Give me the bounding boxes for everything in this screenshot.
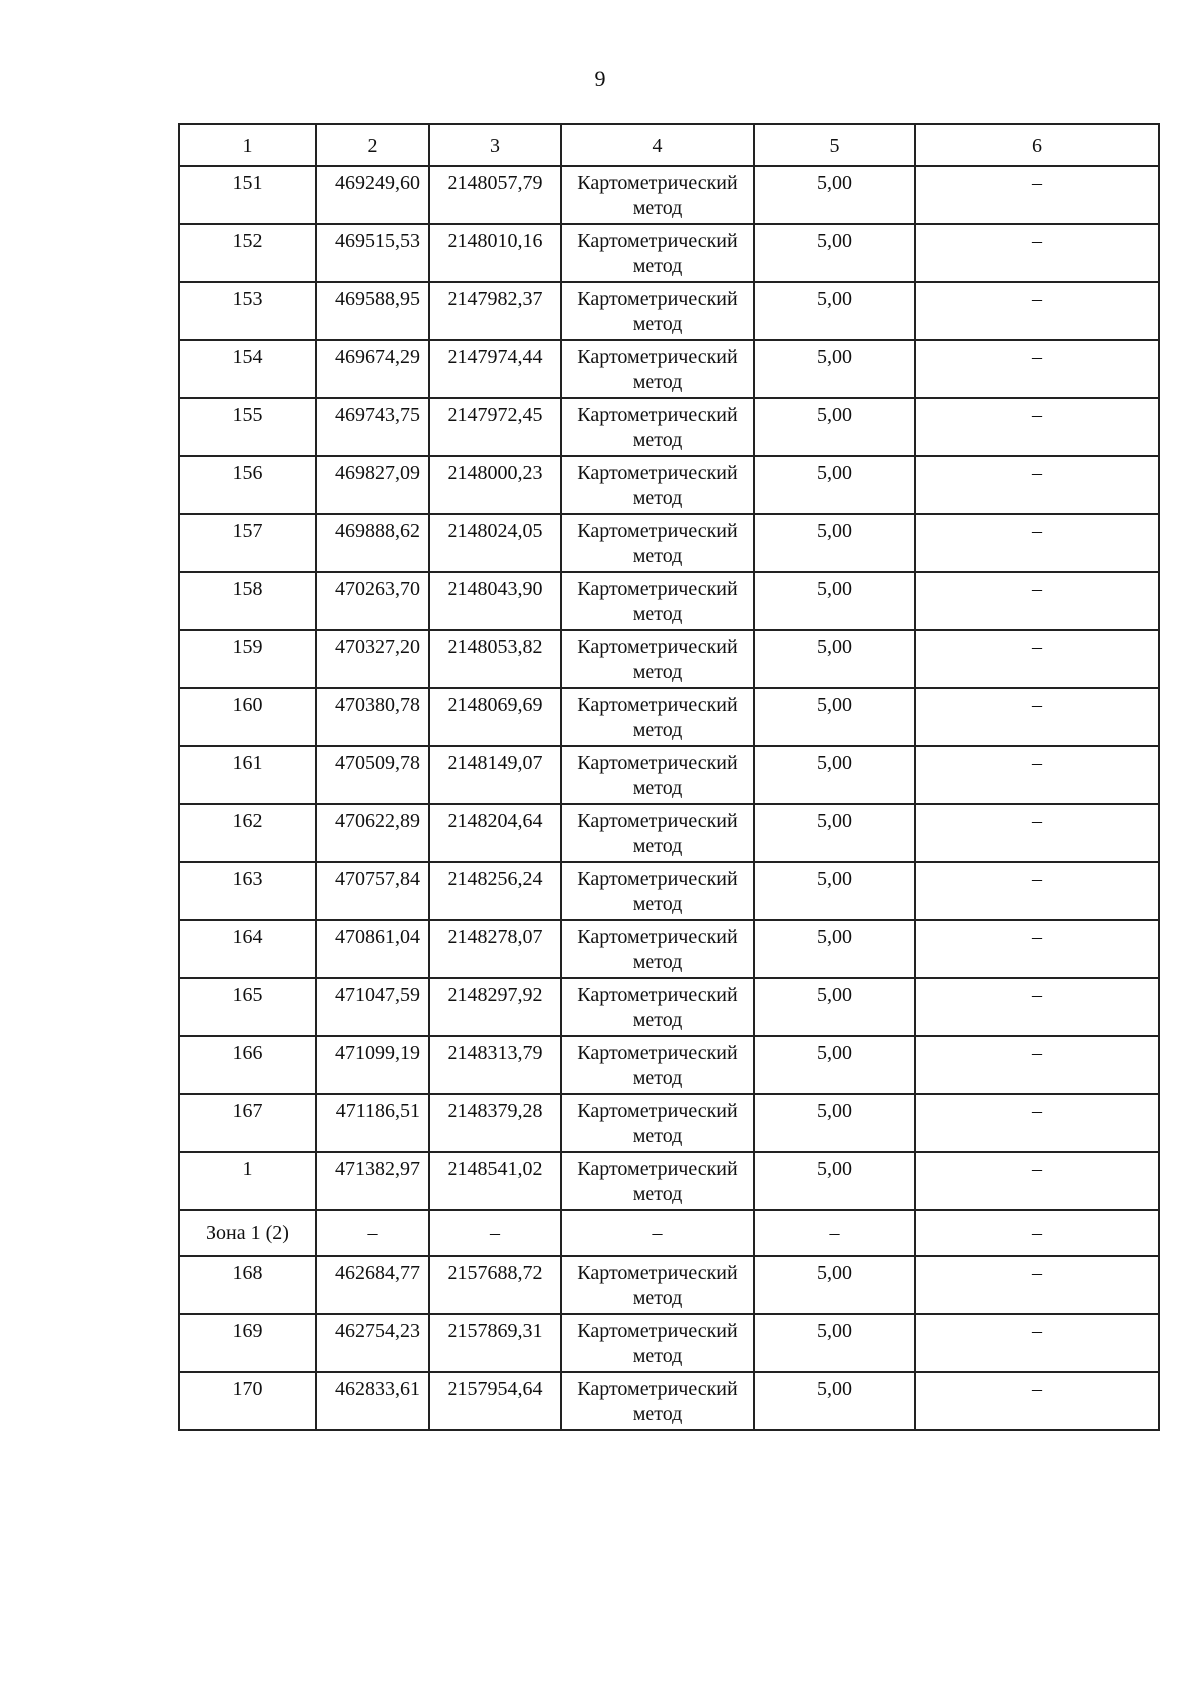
point-number-cell: 155 — [179, 398, 316, 456]
method-line-1: Картометрический — [577, 810, 738, 832]
note-cell: – — [915, 572, 1159, 630]
method-line-1: Картометрический — [577, 288, 738, 310]
method-line-1: Картометрический — [577, 462, 738, 484]
point-number-cell: 162 — [179, 804, 316, 862]
table-row — [179, 572, 1159, 630]
point-number-cell: 167 — [179, 1094, 316, 1152]
y-coordinate-cell: 2157954,64 — [429, 1372, 561, 1430]
zone-separator-row — [179, 1210, 1159, 1256]
point-number-cell: 152 — [179, 224, 316, 282]
method-line-1: Картометрический — [577, 1100, 738, 1122]
accuracy-cell: 5,00 — [754, 1372, 915, 1430]
y-coordinate-cell: 2148069,69 — [429, 688, 561, 746]
accuracy-cell: 5,00 — [754, 1094, 915, 1152]
method-line-2: метод — [632, 893, 683, 915]
method-line-2: метод — [632, 313, 683, 335]
point-number-cell: 154 — [179, 340, 316, 398]
table-row — [179, 1372, 1159, 1430]
note-cell: – — [915, 282, 1159, 340]
note-cell: – — [915, 862, 1159, 920]
method-cell — [561, 920, 754, 978]
accuracy-cell: 5,00 — [754, 456, 915, 514]
table-row — [179, 1036, 1159, 1094]
method-cell — [561, 572, 754, 630]
note-cell: – — [915, 920, 1159, 978]
y-coordinate-cell: 2148024,05 — [429, 514, 561, 572]
method-line-1: Картометрический — [577, 868, 738, 890]
point-number-cell: 170 — [179, 1372, 316, 1430]
method-line-2: метод — [632, 371, 683, 393]
point-number-cell: 166 — [179, 1036, 316, 1094]
accuracy-cell: 5,00 — [754, 514, 915, 572]
table-row — [179, 456, 1159, 514]
y-coordinate-cell: 2148000,23 — [429, 456, 561, 514]
table-row — [179, 166, 1159, 224]
y-coordinate-cell: 2148053,82 — [429, 630, 561, 688]
y-coordinate-cell: 2148149,07 — [429, 746, 561, 804]
method-line-2: метод — [632, 1287, 683, 1309]
table-row — [179, 746, 1159, 804]
method-line-1: Картометрический — [577, 752, 738, 774]
method-line-1: Картометрический — [577, 172, 738, 194]
method-line-1: Картометрический — [577, 1262, 738, 1284]
note-cell: – — [915, 804, 1159, 862]
x-coordinate-cell: 469249,60 — [316, 166, 429, 224]
table-body — [179, 166, 1159, 1430]
note-cell: – — [915, 1152, 1159, 1210]
note-cell: – — [915, 978, 1159, 1036]
method-line-2: метод — [632, 255, 683, 277]
note-cell: – — [915, 688, 1159, 746]
table-row — [179, 224, 1159, 282]
x-coordinate-cell: 470622,89 — [316, 804, 429, 862]
y-coordinate-cell: 2148541,02 — [429, 1152, 561, 1210]
y-coordinate-cell: – — [429, 1210, 561, 1256]
accuracy-cell: 5,00 — [754, 166, 915, 224]
point-number-cell: 158 — [179, 572, 316, 630]
header-col-3: 3 — [429, 124, 561, 166]
x-coordinate-cell: – — [316, 1210, 429, 1256]
accuracy-cell: 5,00 — [754, 920, 915, 978]
accuracy-cell: 5,00 — [754, 1256, 915, 1314]
accuracy-cell: 5,00 — [754, 572, 915, 630]
accuracy-cell: 5,00 — [754, 398, 915, 456]
header-col-1: 1 — [179, 124, 316, 166]
x-coordinate-cell: 462684,77 — [316, 1256, 429, 1314]
method-line-2: метод — [632, 777, 683, 799]
point-number-cell: 165 — [179, 978, 316, 1036]
x-coordinate-cell: 471382,97 — [316, 1152, 429, 1210]
method-line-2: метод — [632, 1183, 683, 1205]
table-row — [179, 340, 1159, 398]
table-row — [179, 688, 1159, 746]
note-cell: – — [915, 224, 1159, 282]
table-row — [179, 804, 1159, 862]
method-cell — [561, 978, 754, 1036]
point-number-cell: 164 — [179, 920, 316, 978]
x-coordinate-cell: 470327,20 — [316, 630, 429, 688]
method-cell — [561, 1256, 754, 1314]
y-coordinate-cell: 2148010,16 — [429, 224, 561, 282]
coordinates-table — [178, 123, 1160, 1431]
note-cell: – — [915, 398, 1159, 456]
x-coordinate-cell: 469888,62 — [316, 514, 429, 572]
note-cell: – — [915, 514, 1159, 572]
method-cell — [561, 746, 754, 804]
table-row — [179, 862, 1159, 920]
method-line-2: метод — [632, 545, 683, 567]
method-cell — [561, 1372, 754, 1430]
table-row — [179, 1256, 1159, 1314]
accuracy-cell: 5,00 — [754, 282, 915, 340]
table-row — [179, 514, 1159, 572]
method-line-2: метод — [632, 951, 683, 973]
note-cell: – — [915, 340, 1159, 398]
method-line-1: Картометрический — [577, 346, 738, 368]
method-line-1: Картометрический — [577, 926, 738, 948]
x-coordinate-cell: 469743,75 — [316, 398, 429, 456]
method-line-1: Картометрический — [577, 578, 738, 600]
point-number-cell: 153 — [179, 282, 316, 340]
method-line-1: Картометрический — [577, 230, 738, 252]
method-line-2: метод — [632, 1009, 683, 1031]
method-line-2: метод — [632, 719, 683, 741]
point-number-cell: 156 — [179, 456, 316, 514]
method-cell — [561, 1036, 754, 1094]
method-line-2: метод — [632, 429, 683, 451]
x-coordinate-cell: 469827,09 — [316, 456, 429, 514]
point-number-cell: 160 — [179, 688, 316, 746]
method-line-2: метод — [632, 1067, 683, 1089]
method-cell — [561, 456, 754, 514]
table-row — [179, 282, 1159, 340]
note-cell: – — [915, 1314, 1159, 1372]
y-coordinate-cell: 2148256,24 — [429, 862, 561, 920]
x-coordinate-cell: 471186,51 — [316, 1094, 429, 1152]
table-row — [179, 920, 1159, 978]
method-line-1: Картометрический — [577, 520, 738, 542]
accuracy-cell: 5,00 — [754, 224, 915, 282]
y-coordinate-cell: 2147972,45 — [429, 398, 561, 456]
method-cell — [561, 1094, 754, 1152]
method-line-1: Картометрический — [577, 694, 738, 716]
method-cell — [561, 1210, 754, 1256]
header-col-6: 6 — [915, 124, 1159, 166]
method-line-1: Картометрический — [577, 1378, 738, 1400]
note-cell: – — [915, 1372, 1159, 1430]
note-cell: – — [915, 1256, 1159, 1314]
method-line-1: Картометрический — [577, 984, 738, 1006]
y-coordinate-cell: 2147982,37 — [429, 282, 561, 340]
table-row — [179, 1152, 1159, 1210]
method-line-1: Картометрический — [577, 1320, 738, 1342]
method-line-1: Картометрический — [577, 404, 738, 426]
point-number-cell: 161 — [179, 746, 316, 804]
method-cell — [561, 282, 754, 340]
accuracy-cell: 5,00 — [754, 862, 915, 920]
x-coordinate-cell: 470380,78 — [316, 688, 429, 746]
y-coordinate-cell: 2148313,79 — [429, 1036, 561, 1094]
page-number: 9 — [594, 66, 606, 91]
x-coordinate-cell: 471047,59 — [316, 978, 429, 1036]
y-coordinate-cell: 2148057,79 — [429, 166, 561, 224]
x-coordinate-cell: 462833,61 — [316, 1372, 429, 1430]
table-row — [179, 1094, 1159, 1152]
y-coordinate-cell: 2148204,64 — [429, 804, 561, 862]
method-line-2: метод — [632, 487, 683, 509]
method-cell — [561, 224, 754, 282]
table-row — [179, 630, 1159, 688]
table-row — [179, 398, 1159, 456]
method-cell — [561, 1152, 754, 1210]
method-cell — [561, 340, 754, 398]
x-coordinate-cell: 470263,70 — [316, 572, 429, 630]
y-coordinate-cell: 2148278,07 — [429, 920, 561, 978]
header-row — [179, 124, 1159, 166]
point-number-cell: 1 — [179, 1152, 316, 1210]
accuracy-cell: 5,00 — [754, 978, 915, 1036]
note-cell: – — [915, 1036, 1159, 1094]
header-col-2: 2 — [316, 124, 429, 166]
method-line-2: метод — [632, 197, 683, 219]
accuracy-cell: 5,00 — [754, 1152, 915, 1210]
x-coordinate-cell: 469588,95 — [316, 282, 429, 340]
x-coordinate-cell: 470861,04 — [316, 920, 429, 978]
x-coordinate-cell: 469515,53 — [316, 224, 429, 282]
method-line-1: Картометрический — [577, 1042, 738, 1064]
x-coordinate-cell: 471099,19 — [316, 1036, 429, 1094]
y-coordinate-cell: 2157869,31 — [429, 1314, 561, 1372]
table-row — [179, 1314, 1159, 1372]
x-coordinate-cell: 469674,29 — [316, 340, 429, 398]
accuracy-cell: 5,00 — [754, 688, 915, 746]
note-cell: – — [915, 456, 1159, 514]
accuracy-cell: – — [754, 1210, 915, 1256]
method-cell — [561, 688, 754, 746]
y-coordinate-cell: 2157688,72 — [429, 1256, 561, 1314]
method-line-2: метод — [632, 1125, 683, 1147]
method-line-2: метод — [632, 603, 683, 625]
accuracy-cell: 5,00 — [754, 804, 915, 862]
method-line-2: метод — [632, 1345, 683, 1367]
x-coordinate-cell: 462754,23 — [316, 1314, 429, 1372]
y-coordinate-cell: 2148043,90 — [429, 572, 561, 630]
accuracy-cell: 5,00 — [754, 630, 915, 688]
method-line-2: метод — [632, 661, 683, 683]
header-col-4: 4 — [561, 124, 754, 166]
method-line-2: метод — [632, 835, 683, 857]
method-cell — [561, 804, 754, 862]
note-cell: – — [915, 166, 1159, 224]
method-cell — [561, 630, 754, 688]
note-cell: – — [915, 1210, 1159, 1256]
table-row — [179, 978, 1159, 1036]
method-cell — [561, 166, 754, 224]
method-line-2: метод — [632, 1403, 683, 1425]
header-col-5: 5 — [754, 124, 915, 166]
note-cell: – — [915, 630, 1159, 688]
accuracy-cell: 5,00 — [754, 1314, 915, 1372]
method-cell — [561, 1314, 754, 1372]
method-cell — [561, 398, 754, 456]
point-number-cell: 151 — [179, 166, 316, 224]
point-number-cell: Зона 1 (2) — [179, 1210, 316, 1256]
y-coordinate-cell: 2148379,28 — [429, 1094, 561, 1152]
method-cell — [561, 862, 754, 920]
table-header — [179, 124, 1159, 166]
point-number-cell: 157 — [179, 514, 316, 572]
point-number-cell: 169 — [179, 1314, 316, 1372]
point-number-cell: 168 — [179, 1256, 316, 1314]
accuracy-cell: 5,00 — [754, 746, 915, 804]
x-coordinate-cell: 470509,78 — [316, 746, 429, 804]
accuracy-cell: 5,00 — [754, 340, 915, 398]
note-cell: – — [915, 746, 1159, 804]
y-coordinate-cell: 2148297,92 — [429, 978, 561, 1036]
point-number-cell: 163 — [179, 862, 316, 920]
point-number-cell: 159 — [179, 630, 316, 688]
y-coordinate-cell: 2147974,44 — [429, 340, 561, 398]
method-line-1: Картометрический — [577, 1158, 738, 1180]
method-line-1: Картометрический — [577, 636, 738, 658]
x-coordinate-cell: 470757,84 — [316, 862, 429, 920]
method-line-1: – — [652, 1221, 663, 1244]
accuracy-cell: 5,00 — [754, 1036, 915, 1094]
note-cell: – — [915, 1094, 1159, 1152]
method-cell — [561, 514, 754, 572]
